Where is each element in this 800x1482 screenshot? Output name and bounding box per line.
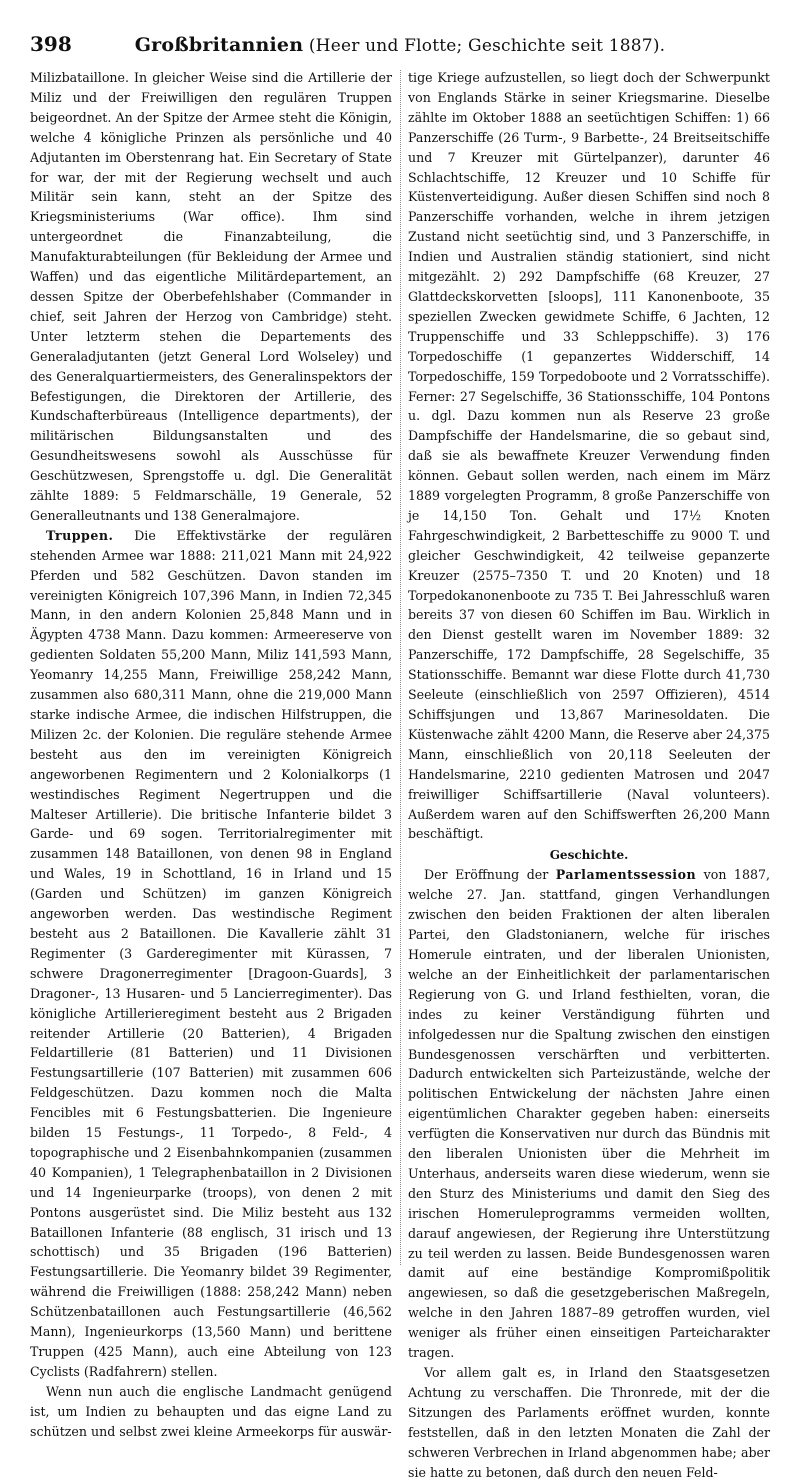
running-head-title: Großbritannien: [134, 34, 304, 56]
left-paragraph-2: [30, 526, 392, 1382]
left-paragraph-1: Milizbataillone. In gleicher Weise sind die Artillerie der Miliz und der Freiwilligen den regulären Truppen beigeordnet. An der Spitze der Armee steht die Königin, welche 4 königliche Prinzen als persönliche und 40 Adjutanten im Oberstenrang hat. Ein Secretary of State for war, der mit der Regierung wechselt und auch Militär sein kann, steht an der Spitze des Kriegsministeriums (War office). Ihm sind untergeordnet die Finanzabteilung, die Manufakturabteilungen (für Bekleidung der Armee und Waffen) und das eigentliche Militärdepartement, an dessen Spitze der Oberbefehlshaber (Commander in chief, seit Jahren der Herzog von Cambridge) steht. Unter letzterm stehen die Departements des Generaladjutanten (jetzt General Lord Wolseley) und des Generalquartiermeisters, des Generalinspektors der Befestigungen, die Direktoren der Artillerie, des Kundschafterbüreaus (Intelligence departments), der militärischen Bildungsanstalten und des Gesundheitswesens sowohl als Ausschüsse für Geschützwesen, Sprengstoffe u. dgl. Die Generalität zählte 1889: 5 Feldmarschälle, 19 Generale, 52 Generalleutnants und 138 Generalmajore.: [30, 70, 392, 523]
truppen-heading: Truppen.: [46, 527, 114, 543]
running-head: [30, 34, 770, 56]
left-paragraph-2-text: Die Effektivstärke der regulären stehenden Armee war 1888: 211,021 Mann mit 24,922 Pferden und 582 Geschützen. Davon standen im vereinigten Königreich 107,396 Mann, in Indien 72,345 Mann, in den andern Kolonien 25,848 Mann und in Ägypten 4738 Mann. Dazu kommen: Armeereserve von gedienten Soldaten 55,200 Mann, Miliz 141,593 Mann, Yeomanry 14,255 Mann, Freiwillige 258,242 Mann, zusammen also 680,311 Mann, ohne die 219,000 Mann starke indische Armee, die indischen Hilfstruppen, die Milizen 2c. der Kolonien. Die reguläre stehende Armee besteht aus den im vereinigten Königreich angeworbenen Regimentern und 2 Kolonialkorps (1 westindisches Regiment Negertruppen und die Malteser Artillerie). Die britische Infanterie bildet 3 Garde- und 69 sogen. Territorialregimenter mit zusammen 148 Bataillonen, von denen 98 in England und Wales, 19 in Schottland, 16 in Irland und 15 (Garden und Schützen) im ganzen Königreich angeworben werden. Das westindische Regiment besteht aus 2 Bataillonen. Die Kavallerie zählt 31 Regimenter (3 Garderegimenter mit Kürassen, 7 schwere Dragonerregimenter [Dragoon-Guards], 3 Dragoner-, 13 Husaren- und 5 Lancierregimenter). Das königliche Artillerieregiment besteht aus 2 Brigaden reitender Artillerie (20 Batterien), 4 Brigaden Feldartillerie (81 Batterien) und 11 Divisionen Festungsartillerie (107 Batterien) mit zusammen 606 Feldgeschützen. Dazu kommen noch die Malta Fencibles mit 6 Festungsbatterien. Die Ingenieure bilden 15 Festungs-, 11 Torpedo-, 8 Feld-, 4 topographische und 2 Eisenbahnkompanien (zusammen 40 Kompanien), 1 Telegraphenbataillon in 2 Divisionen und 14 Ingenieurparke (troops), von denen 2 mit Pontons ausgerüstet sind. Die Miliz besteht aus 132 Bataillonen Infanterie (88 englisch, 31 irisch und 13 schottisch) und 35 Brigaden (196 Batterien) Festungsartillerie. Die Yeomanry bildet 39 Regimenter, während die Freiwilligen (1888: 258,242 Mann) neben Schützenbataillonen auch Festungsartillerie (46,562 Mann), Ingenieurkorps (13,560 Mann) und berittene Truppen (425 Mann), auch eine Abteilung von 123 Cyclists (Radfahrern) stellen.: [30, 527, 392, 1379]
left-paragraph-3: Wenn nun auch die englische Landmacht genügend ist, um Indien zu behaupten und das eigne Land zu schützen und selbst zwei kleine Armeekorps für auswär-: [30, 1383, 392, 1439]
right-paragraph-1: tige Kriege aufzustellen, so liegt doch der Schwerpunkt von Englands Stärke in seiner Kriegsmarine. Dieselbe zählte im Oktober 1888 an seetüchtigen Schiffen: 1) 66 Panzerschiffe (26 Turm-, 9 Barbette-, 24 Breitseitschiffe und 7 Kreuzer mit Gürtelpanzer), darunter 46 Schlachtschiffe, 12 Kreuzer und 10 Schiffe für Küstenverteidigung. Außer diesen Schiffen sind noch 8 Panzerschiffe vorhanden, welche in ihrem jetzigen Zustand nicht seetüchtig sind, und 3 Panzerschiffe, in Indien und Australien ständig stationiert, sind nicht mitgezählt. 2) 292 Dampfschiffe (68 Kreuzer, 27 Glattdeckskorvetten [sloops], 111 Kanonenboote, 35 speziellen Zwecken gewidmete Schiffe, 6 Jachten, 12 Truppenschiffe und 33 Schleppschiffe). 3) 176 Torpedoschiffe (1 gepanzertes Widderschiff, 14 Torpedoschiffe, 159 Torpedoboote und 2 Vorratsschiffe). Ferner: 27 Segelschiffe, 36 Stationsschiffe, 104 Pontons u. dgl. Dazu kommen nun als Reserve 23 große Dampfschiffe der Handelsmarine, die so gebaut sind, daß sie als bewaffnete Kreuzer Verwendung finden können. Gebaut sollen werden, nach einem im März 1889 vorgelegten Programm, 8 große Panzerschiffe von je 14,150 Ton. Gehalt und 17½ Knoten Fahrgeschwindigkeit, 2 Barbetteschiffe zu 9000 T. und gleicher Geschwindigkeit, 42 teilweise gepanzerte Kreuzer (2575–7350 T. und 20 Knoten) und 18 Torpedokanonenboote zu 735 T. Bei Jahresschluß waren bereits 37 von diesen 60 Schiffen im Bau. Wirklich in den Dienst gestellt waren im November 1889: 32 Panzerschiffe, 172 Dampfschiffe, 28 Segelschiffe, 35 Stationsschiffe. Bemannt war diese Flotte durch 41,730 Seeleute (einschließlich von 2597 Offizieren), 4514 Schiffsjungen und 13,867 Marinesoldaten. Die Küstenwache zählt 4200 Mann, die Reserve aber 24,375 Mann, einschließlich von 20,118 Seeleuten der Handelsmarine, 2210 gedienten Matrosen und 2047 freiwilliger Schiffsartillerie (Naval volunteers). Außerdem waren auf den Schiffswerften 26,200 Mann beschäftigt.: [408, 70, 770, 842]
right-paragraph-2-text: von 1887, welche 27. Jan. stattfand, gingen Verhandlungen zwischen den beiden Fraktionen der alten liberalen Partei, den Gladstonianern, welche für irisches Homerule eintraten, und der liberalen Unionisten, welche an der Einheitlichkeit der parlamentarischen Regierung von G. und Irland festhielten, voran, die indes zu keiner Verständigung führten und infolgedessen nur die Spaltung zwischen den einstigen Bundesgenossen verschärften und verbitterten. Dadurch entwickelten sich Parteizustände, welche der politischen Entwickelung der nächsten Jahre einen eigentümlichen Charakter gegeben haben: einerseits verfügten die Konservativen nur durch das Bündnis mit den liberalen Unionisten über die Mehrheit im Unterhaus, anderseits waren diese wiederum, wenn sie den Sturz des Ministeriums und damit den Sieg des irischen Homeruleprogramms vermeiden wollten, darauf angewiesen, der Regierung ihre Unterstützung zu teil werden zu lassen. Beide Bundesgenossen waren damit auf eine beständige Kompromißpolitik angewiesen, so daß die gesetzgeberischen Maßregeln, welche in den Jahren 1887–89 getroffen wurden, viel weniger als früher einen einseitigen Parteicharakter tragen.: [408, 867, 770, 1361]
right-paragraph-2-intro: Der Eröffnung der: [424, 867, 556, 883]
column-divider: [400, 70, 401, 1265]
section-title-geschichte: Geschichte.: [549, 848, 629, 863]
page-header: [30, 32, 770, 62]
right-paragraph-3: Vor allem galt es, in Irland den Staatsgesetzen Achtung zu verschaffen. Die Thronrede, mit der die Sitzungen des Parlaments eröffnet wurden, konnte feststellen, daß in den letzten Monaten die Zahl der schweren Verbrechen in Irland abgenommen habe; aber sie hatte zu betonen, daß durch den neuen Feld-: [408, 1365, 770, 1480]
parlamentssession-term: Parlamentssession: [555, 867, 697, 883]
right-paragraph-2: [408, 865, 770, 1363]
left-column: [30, 68, 392, 1439]
running-head-subtitle: (Heer und Flotte; Geschichte seit 1887).: [308, 36, 666, 56]
right-column: [408, 68, 770, 1480]
page-number: 398: [30, 32, 72, 56]
